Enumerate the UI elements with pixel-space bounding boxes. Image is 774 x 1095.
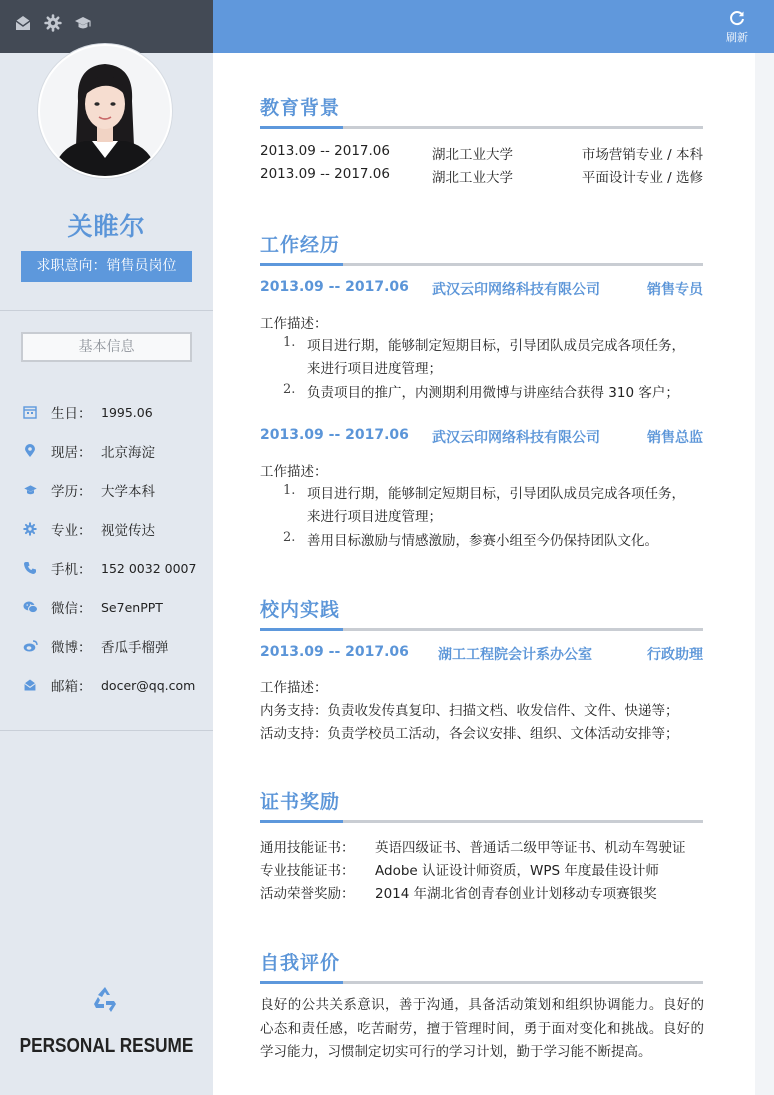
cert-label: 活动荣誉奖励：	[260, 886, 355, 902]
candidate-name: 关睢尔	[67, 212, 146, 241]
phone-icon	[23, 561, 37, 575]
job-header	[260, 279, 703, 299]
cert-row	[260, 882, 703, 902]
info-row-phone	[22, 558, 196, 578]
campus-line: 活动支持：负责学校员工活动，各会议安排、组织、文体活动安排等；	[260, 726, 679, 742]
info-label: 邮箱：	[51, 679, 92, 695]
section-divider	[260, 981, 703, 984]
envelope-icon	[23, 678, 37, 692]
campus-org: 湖工工程院会计系办公室	[438, 647, 592, 663]
list-item: 来进行项目进度管理；	[307, 361, 442, 377]
weibo-icon	[23, 639, 38, 653]
campus-period: 2013.09 -- 2017.06	[260, 644, 409, 660]
info-value: 香瓜手榴弹	[101, 640, 169, 656]
refresh-button[interactable]	[717, 7, 757, 47]
info-value: Se7enPPT	[101, 599, 163, 615]
cert-label: 通用技能证书：	[260, 840, 355, 856]
personal-resume-footer: PERSONAL RESUME	[19, 1035, 194, 1057]
calendar-icon	[23, 405, 37, 419]
section-divider	[260, 263, 703, 266]
section-divider	[260, 820, 703, 823]
toolbar-right	[213, 0, 774, 53]
edu-major: 市场营销专业 / 本科	[581, 147, 703, 163]
refresh-label: 刷新	[726, 31, 748, 44]
list-item: 负责项目的推广，内测期利用微博与讲座结合获得 310 客户；	[307, 385, 679, 401]
section-title-certs: 证书奖励	[260, 791, 341, 813]
job-company: 武汉云印网络科技有限公司	[432, 430, 600, 446]
self-evaluation-text: 良好的公共关系意识，善于沟通，具备活动策划和组织协调能力。良好的心态和责任感，吃苦耐劳，擅于管理时间，勇于面对变化和挑战。良好的学习能力，习惯制定切实可行的学习计划，勤于学习能不断提高。	[260, 997, 704, 1060]
section-title-campus: 校内实践	[260, 599, 341, 621]
info-value: 152 0032 0007	[101, 560, 197, 576]
toolbar-icons	[14, 14, 92, 32]
info-value: docer@qq.com	[101, 677, 196, 693]
job-period: 2013.09 -- 2017.06	[260, 427, 409, 443]
cert-value: 2014 年湖北省创青春创业计划移动专项赛银奖	[375, 886, 657, 902]
list-number: 1.	[283, 483, 296, 498]
list-number: 1.	[283, 335, 296, 350]
job-company: 武汉云印网络科技有限公司	[432, 282, 600, 298]
job-desc-label: 工作描述：	[260, 316, 328, 332]
job-period: 2013.09 -- 2017.06	[260, 279, 409, 295]
info-label: 现居：	[51, 445, 92, 461]
campus-position: 行政助理	[647, 647, 703, 663]
list-number: 2.	[283, 530, 296, 545]
info-label: 生日：	[51, 406, 92, 422]
info-row-residence	[22, 441, 155, 461]
cert-value: 英语四级证书、普通话二级甲等证书、机动车驾驶证	[375, 840, 686, 856]
info-label: 专业：	[51, 523, 92, 539]
list-item: 来进行项目进度管理；	[307, 509, 442, 525]
edu-period: 2013.09 -- 2017.06	[260, 166, 390, 182]
section-title-work: 工作经历	[260, 234, 341, 256]
info-value: 大学本科	[101, 484, 155, 500]
refresh-icon	[728, 9, 746, 27]
info-row-email	[22, 675, 195, 695]
section-title-self: 自我评价	[260, 952, 341, 974]
portrait-photo	[40, 46, 170, 176]
campus-line: 内务支持：负责收发传真复印、扫描文档、收发信件、文件、快递等；	[260, 703, 679, 719]
mail-icon[interactable]	[14, 14, 32, 32]
info-row-weibo	[22, 636, 169, 656]
location-pin-icon	[23, 444, 37, 458]
main-content	[213, 53, 755, 1095]
job-position: 销售总监	[647, 430, 703, 446]
sidebar-divider	[0, 730, 213, 731]
edu-school: 湖北工业大学	[432, 147, 513, 163]
section-divider	[260, 628, 703, 631]
edu-period: 2013.09 -- 2017.06	[260, 143, 390, 159]
section-title-education: 教育背景	[260, 97, 341, 119]
info-label: 手机：	[51, 562, 92, 578]
info-row-education	[22, 480, 155, 500]
wechat-icon	[23, 600, 38, 614]
list-item: 项目进行期，能够制定短期目标，引导团队成员完成各项任务，	[307, 486, 685, 502]
right-margin	[755, 53, 774, 1095]
edu-major: 平面设计专业 / 选修	[581, 170, 703, 186]
cert-row	[260, 859, 703, 879]
section-divider	[260, 126, 703, 129]
info-value: 北京海淀	[101, 445, 155, 461]
graduation-cap-icon[interactable]	[74, 14, 92, 32]
job-desc-label: 工作描述：	[260, 464, 328, 480]
gear-icon	[23, 522, 37, 536]
list-item: 项目进行期，能够制定短期目标，引导团队成员完成各项任务，	[307, 338, 685, 354]
recycle-icon	[89, 984, 121, 1016]
info-row-birthday	[22, 402, 153, 422]
cert-row	[260, 836, 703, 856]
graduation-cap-icon	[23, 483, 38, 497]
education-row	[260, 166, 703, 186]
info-label: 微博：	[51, 640, 92, 656]
cert-label: 专业技能证书：	[260, 863, 355, 879]
job-position: 销售专员	[647, 282, 703, 298]
job-header	[260, 427, 703, 447]
basic-info-heading: 基本信息	[21, 332, 192, 362]
avatar	[38, 44, 172, 178]
list-item: 善用目标激励与情感激励，参赛小组至今仍保持团队文化。	[307, 533, 658, 549]
job-intent-badge: 求职意向：销售员岗位	[21, 251, 192, 282]
info-label: 微信：	[51, 601, 92, 617]
sidebar-divider	[0, 310, 213, 311]
campus-desc-label: 工作描述：	[260, 680, 328, 696]
list-number: 2.	[283, 382, 296, 397]
campus-header	[260, 644, 703, 664]
cert-value: Adobe 认证设计师资质，WPS 年度最佳设计师	[375, 863, 659, 879]
info-label: 学历：	[51, 484, 92, 500]
gear-icon[interactable]	[44, 14, 62, 32]
info-row-major	[22, 519, 155, 539]
education-row	[260, 143, 703, 163]
edu-school: 湖北工业大学	[432, 170, 513, 186]
info-value: 1995.06	[101, 404, 153, 420]
info-row-wechat	[22, 597, 163, 617]
info-value: 视觉传达	[101, 523, 155, 539]
